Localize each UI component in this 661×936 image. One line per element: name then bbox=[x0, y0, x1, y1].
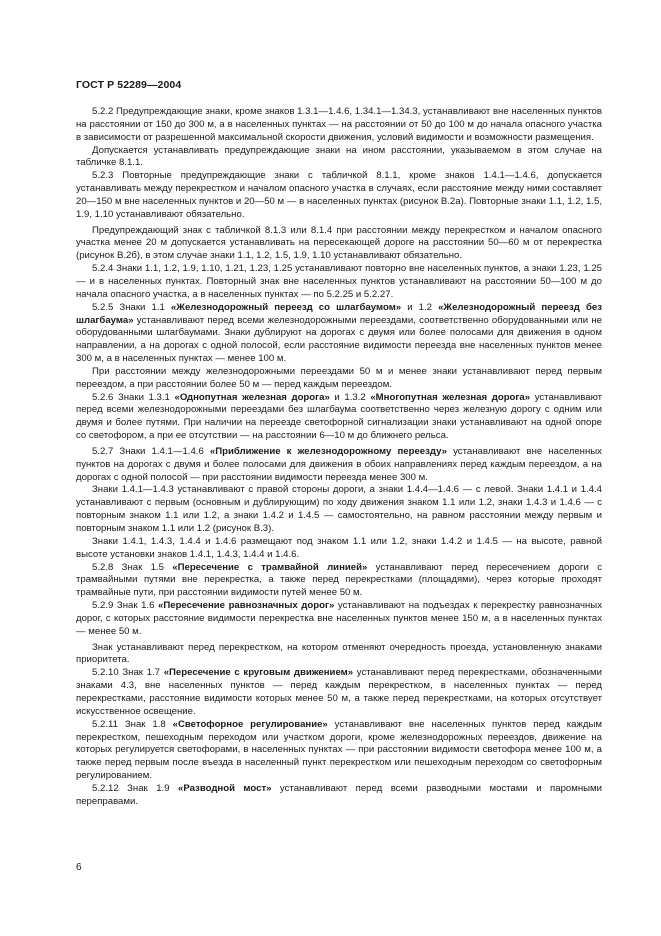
bold-term: «Приближение к железнодорожному переезду» bbox=[209, 445, 448, 457]
paragraph bbox=[76, 170, 602, 221]
paragraph bbox=[76, 302, 602, 366]
paragraph-text: 5.2.3 Повторные предупреждающие знаки с табличкой 8.1.1, кроме знаков 1.4.1—1.4.6, допускается устанавливать между перекрестком и началом опасного участка в случаях, если расстояние между ними составляет 20—150 м вне населенных пунктов и 20—50 м — в населенных пунктах (рисунок В.2а). Повторные знаки 1.1, 1.2, 1.5, 1.9, 1.10 устанавливают обязательно. bbox=[76, 170, 602, 220]
paragraph bbox=[76, 667, 602, 718]
page-number: 6 bbox=[76, 862, 82, 873]
paragraph bbox=[76, 263, 602, 302]
bold-term: «Пересечение равнозначных дорог» bbox=[158, 600, 335, 612]
bold-term: «Железнодорожный переезд без шлагбаума» bbox=[76, 301, 602, 326]
paragraph-text: 5.2.12 Знак 1.9 bbox=[92, 782, 178, 794]
paragraph-text: 5.2.11 Знак 1.8 bbox=[92, 718, 173, 730]
paragraph-text: 5.2.9 Знак 1.6 bbox=[92, 600, 158, 612]
paragraph-text: 5.2.2 Предупреждающие знаки, кроме знаков 1.3.1—1.4.6, 1.34.1—1.34.3, устанавливают вне населенных пунктов на расстоянии от 150 до 300 м, а в населенных пунктах — на расстоянии от 50 до 100 м до начала опасного участка в зависимости от разрешенной максимальной скорости движения, условий видимости и возможности размещения. bbox=[76, 106, 602, 143]
paragraph-text: 5.2.5 Знаки 1.1 bbox=[92, 301, 171, 313]
document-body bbox=[76, 106, 602, 809]
paragraph-text: устанавливают перед пересечением дороги с трамвайными путями вне перекрестка, а также перед перекрестками (площадями), через которые проходят трамвайные пути, при расстоянии видимости путей менее 50 м. bbox=[76, 561, 602, 599]
bold-term: «Однопутная железная дорога» bbox=[174, 391, 330, 403]
bold-term: «Железнодорожный переезд со шлагбаумом» bbox=[170, 301, 402, 313]
paragraph-text: устанавливают перед всеми разводными мостами и паромными переправами. bbox=[76, 782, 602, 807]
paragraph-text: устанавливают на подъездах к перекрестку равнозначных дорог, с которых расстояние видимости перекрестка вне населенных пунктов менее 150 м, а в населенных пунктах — менее 50 м. bbox=[76, 600, 603, 637]
paragraph bbox=[76, 600, 602, 639]
bold-term: «Светофорное регулирование» bbox=[172, 718, 328, 730]
paragraph-text: Знаки 1.4.1, 1.4.3, 1.4.4 и 1.4.6 размещают под знаком 1.1 или 1.2, знаки 1.4.2 и 1.4.5 — на высоте, равной высоте установки знаков 1.4.1, 1.4.3, 1.4.4 и 1.4.6. bbox=[76, 535, 602, 560]
paragraph bbox=[76, 562, 602, 601]
paragraph bbox=[76, 446, 602, 485]
paragraph bbox=[76, 783, 602, 809]
paragraph-text: и 1.3.2 bbox=[329, 391, 371, 403]
paragraph bbox=[76, 392, 602, 443]
paragraph bbox=[76, 225, 602, 264]
paragraph bbox=[76, 642, 602, 668]
paragraph-text: устанавливают вне населенных пунктов перед каждым перекрестком, пешеходным переходом или участком дороги, кроме железнодорожных переездов, движение на которых регулируется светофорами, в населенных пунктах — при расстоянии видимости светофора менее 100 м, а также перед первым после въезда в населенный пункт перекрестком или пешеходным переходом со светофорным регулированием. bbox=[76, 718, 602, 782]
paragraph-text: устанавливают вне населенных пунктов на дорогах с двумя и более полосами для движения в обоих направлениях перед каждым переездом, а на дорогах с одной полосой — при расстоянии видимости переезда менее 300 м. bbox=[76, 445, 602, 483]
paragraph-text: 5.2.6 Знаки 1.3.1 bbox=[92, 391, 175, 403]
bold-term: «Разводной мост» bbox=[177, 782, 272, 794]
bold-term: «Пересечение с круговым движением» bbox=[163, 667, 354, 679]
paragraph-text: Знак устанавливают перед перекрестком, на котором отменяют очередность проезда, установленную знаками приоритета. bbox=[76, 641, 602, 666]
bold-term: «Пересечение с трамвайной линией» bbox=[172, 561, 368, 573]
paragraph bbox=[76, 366, 602, 392]
paragraph-text: Знаки 1.4.1—1.4.3 устанавливают с правой стороны дороги, а знаки 1.4.4—1.4.6 — с левой. Знаки 1.4.1 и 1.4.4 устанавливают с первым (основным и дублирующим) по ходу движения знаком 1.1 или 1.2, знаки 1.4.3 и 1.4.6 — с повторным знаком 1.1 или 1.2, а знаки 1.4.2 и 1.4.5 — самостоятельно, на равном расстоянии между первым и повторным знаком 1.1 или 1.2 (рисунок В.3). bbox=[76, 484, 602, 534]
paragraph-text: 5.2.10 Знак 1.7 bbox=[92, 667, 164, 679]
paragraph-text: устанавливают перед всеми железнодорожными переездами, соответственно оборудованными или не оборудованными шлагбаумами. Знаки дублируют на дорогах с двумя или более полосами для движения в одном направлении, а на дорогах с одной полосой, если расстояние видимости переезда вне населенных пунктов менее 300 м, а в населенных пунктах — менее 100 м. bbox=[76, 314, 602, 365]
paragraph-text: и 1.2 bbox=[401, 301, 439, 313]
paragraph bbox=[76, 536, 602, 562]
paragraph bbox=[76, 106, 602, 145]
paragraph-text: 5.2.4 Знаки 1.1, 1.2, 1.9, 1.10, 1.21, 1.23, 1.25 устанавливают повторно вне населенных пунктов, а знаки 1.23, 1.25 — и в населенных пунктах. Повторный знак вне населенных пунктов устанавливают на расстоянии 50—100 м до начала опасного участка, а в населенных пунктах — по 5.2.25 и 5.2.27. bbox=[76, 263, 602, 300]
document-header: ГОСТ Р 52289—2004 bbox=[76, 79, 182, 91]
bold-term: «Многопутная железная дорога» bbox=[370, 391, 531, 403]
paragraph-text: устанавливают перед всеми железнодорожными переездами без шлагбаума соответственно через железную дорогу с одним или двумя и более путями. При наличии на переезде светофорной сигнализации знаки устанавливают на одной опоре со светофором, а при ее отсутствии — на расстоянии 6—10 м до ближнего рельса. bbox=[76, 391, 602, 442]
paragraph-text: Допускается устанавливать предупреждающие знаки на ином расстоянии, указываемом в этом случае на табличке 8.1.1. bbox=[76, 144, 602, 169]
paragraph bbox=[76, 145, 602, 171]
paragraph-text: Предупреждающий знак с табличкой 8.1.3 или 8.1.4 при расстоянии между перекрестком и началом опасного участка менее 20 м допускается устанавливать на пересекающей дороге на расстоянии 50—60 м от перекрестка (рисунок В.2б), в этом случае знаки 1.1, 1.2, 1.5, 1.9, 1.10 устанавливают обязательно. bbox=[76, 224, 602, 262]
paragraph-text: При расстоянии между железнодорожными переездами 50 м и менее знаки устанавливают перед первым переездом, а при расстоянии более 50 м — перед каждым переездом. bbox=[76, 365, 602, 390]
paragraph bbox=[76, 719, 602, 783]
paragraph-text: устанавливают перед перекрестками, обозначенными знаками 4.3, вне населенных пунктов — перед каждым перекрестком, в населенных пунктах — перед перекрестками, расстояние видимости которых менее 50 м, а также перед перекрестками, на которых отсутствует искусственное освещение. bbox=[76, 667, 602, 717]
paragraph-text: 5.2.7 Знаки 1.4.1—1.4.6 bbox=[92, 445, 210, 457]
paragraph-text: 5.2.8 Знак 1.5 bbox=[92, 561, 173, 573]
paragraph bbox=[76, 484, 602, 535]
